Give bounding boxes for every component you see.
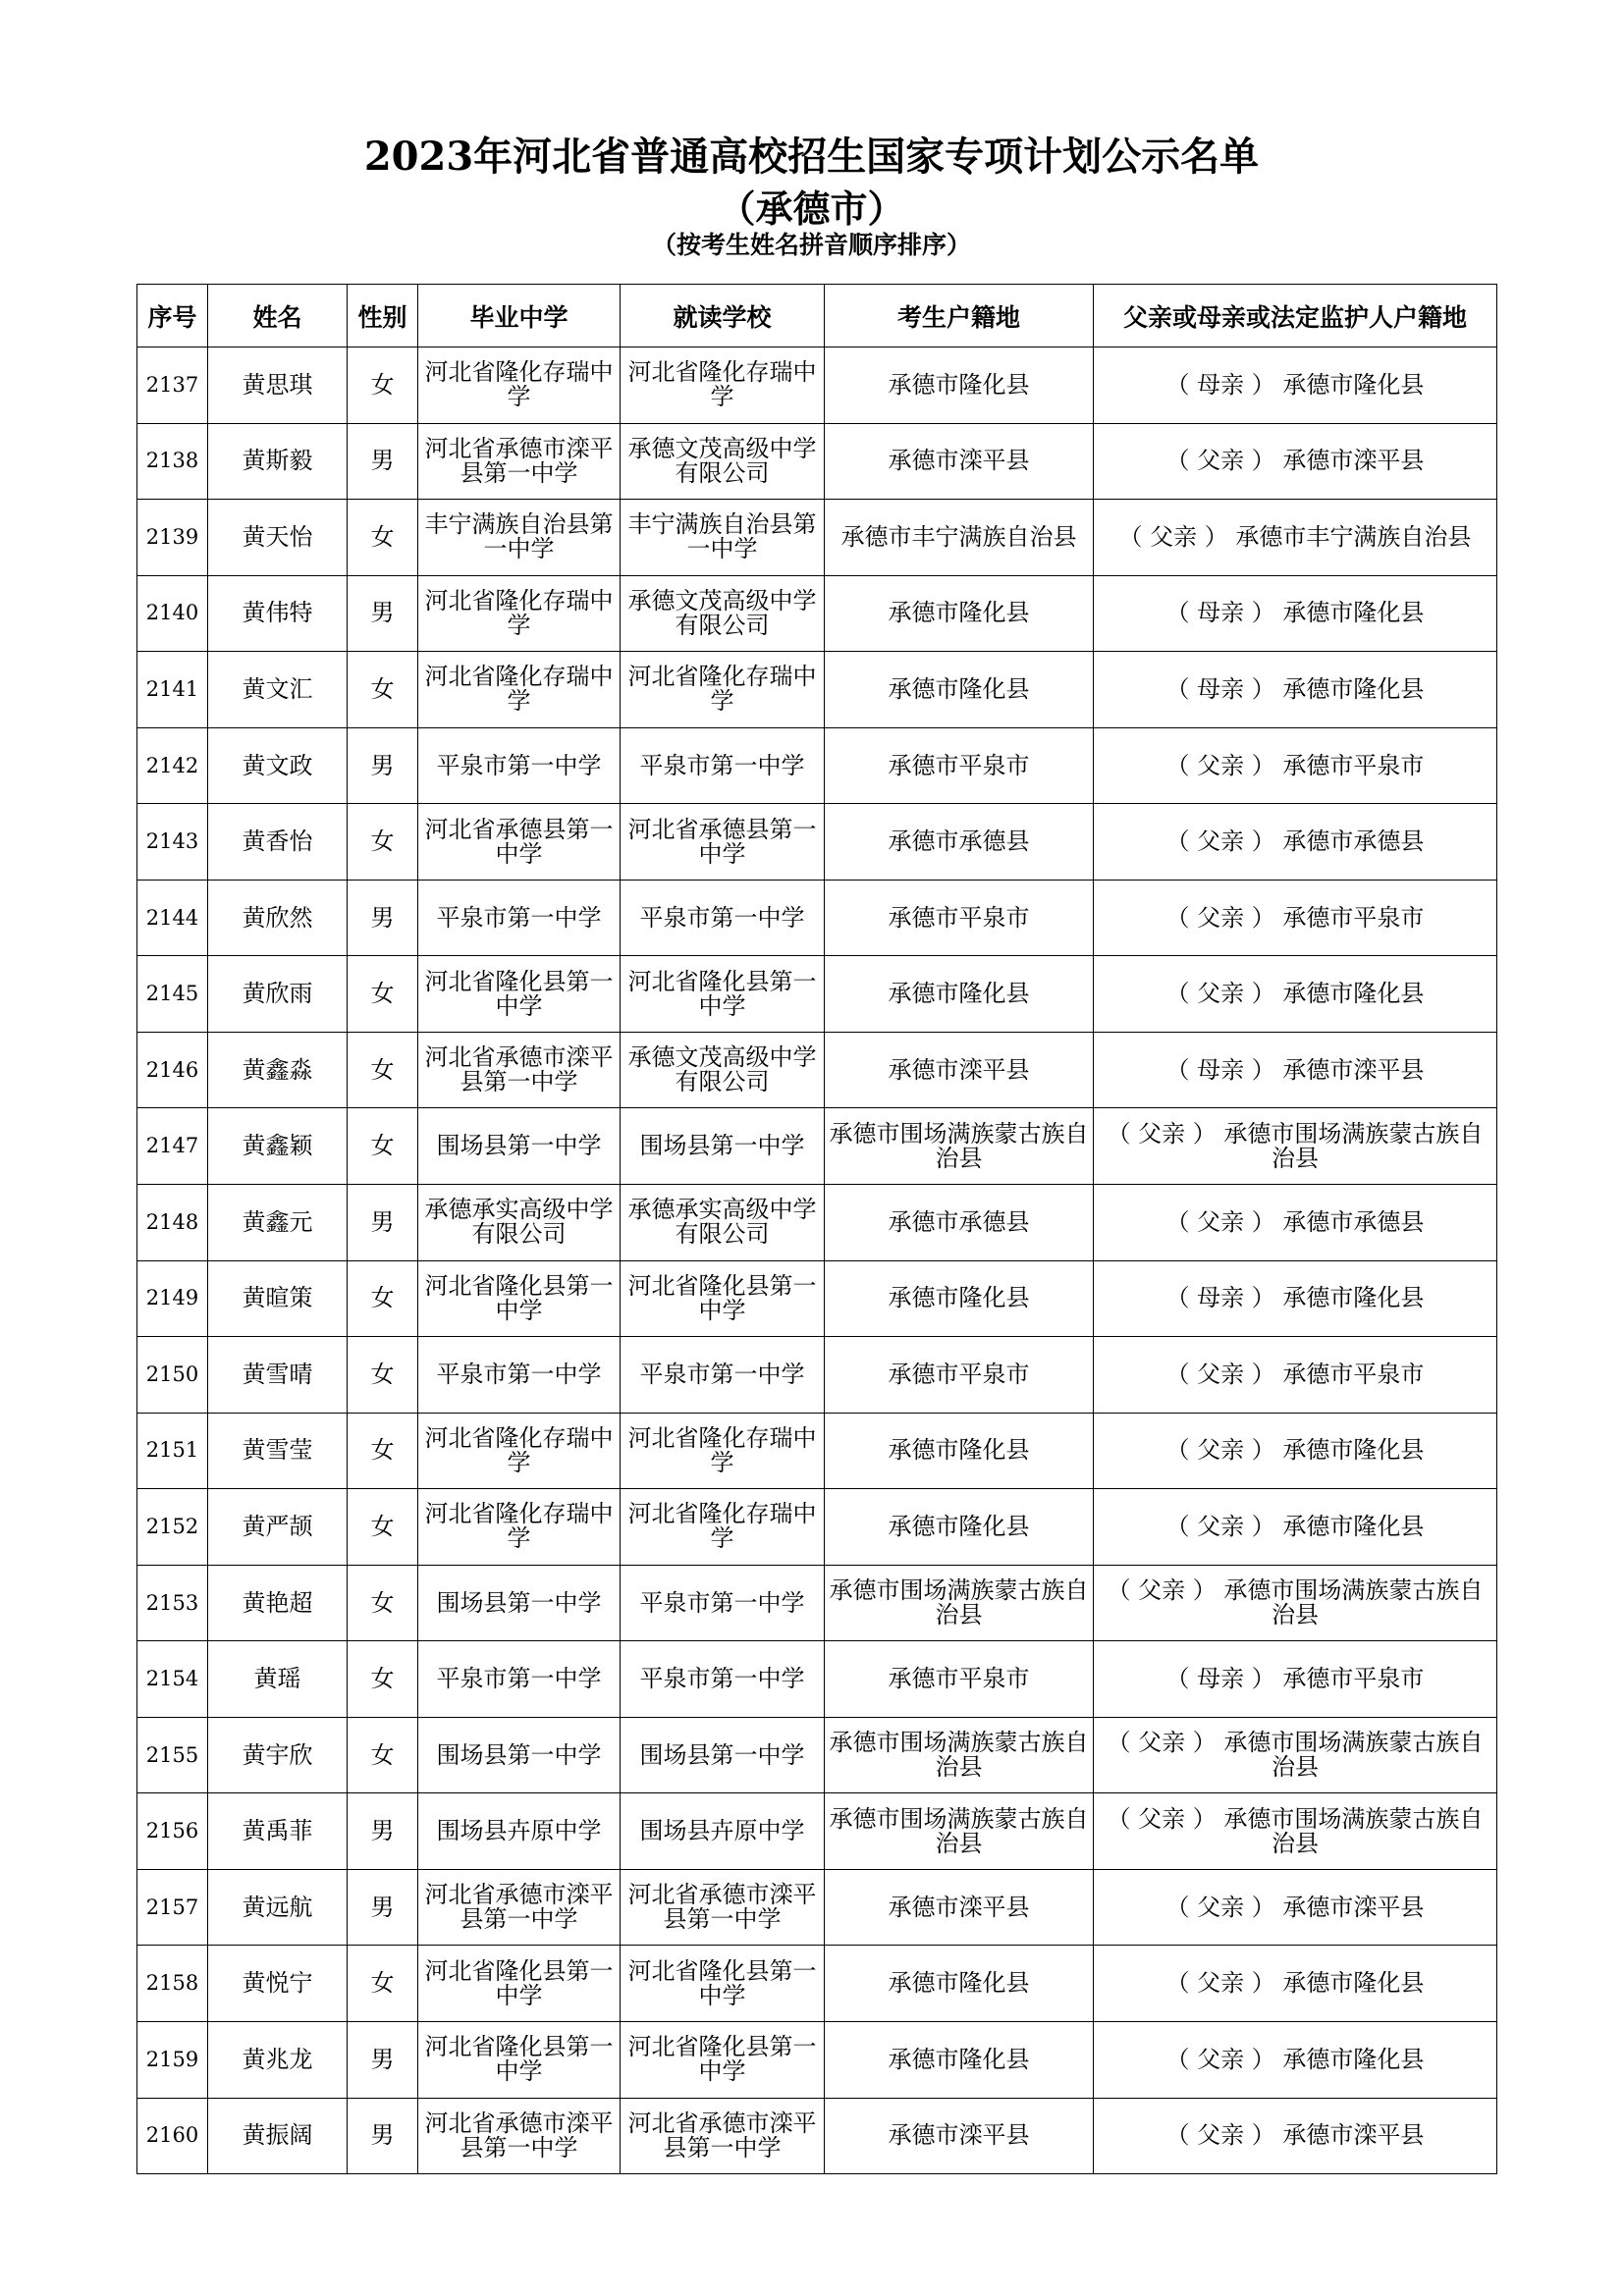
grad-school-cell: 河北省隆化县第一中学 <box>418 956 621 1033</box>
hukou-cell: 承德市隆化县 <box>825 575 1094 652</box>
grad-school-cell: 平泉市第一中学 <box>418 880 621 956</box>
name-cell: 黄斯毅 <box>208 423 348 500</box>
roster-table <box>136 284 1497 2174</box>
seq-cell: 2158 <box>137 1946 208 2022</box>
guardian-hukou-cell: （ 父亲 ） 承德市滦平县 <box>1094 423 1497 500</box>
gender-cell: 女 <box>348 1641 418 1718</box>
col-header-hukou: 考生户籍地 <box>825 285 1094 347</box>
hukou-cell: 承德市围场满族蒙古族自治县 <box>825 1108 1094 1185</box>
guardian-hukou-cell: （ 母亲 ） 承德市平泉市 <box>1094 1641 1497 1718</box>
guardian-hukou-cell: （ 母亲 ） 承德市隆化县 <box>1094 1260 1497 1337</box>
grad-school-cell: 围场县卉原中学 <box>418 1793 621 1870</box>
guardian-hukou-cell: （ 父亲 ） 承德市围场满族蒙古族自治县 <box>1094 1565 1497 1641</box>
hukou-cell: 承德市承德县 <box>825 804 1094 881</box>
name-cell: 黄严颉 <box>208 1489 348 1566</box>
gender-cell: 女 <box>348 1108 418 1185</box>
current-school-cell: 河北省隆化县第一中学 <box>621 1260 825 1337</box>
current-school-cell: 河北省隆化县第一中学 <box>621 1946 825 2022</box>
grad-school-cell: 河北省承德市滦平县第一中学 <box>418 423 621 500</box>
current-school-cell: 河北省隆化县第一中学 <box>621 2022 825 2099</box>
gender-cell: 男 <box>348 1793 418 1870</box>
current-school-cell: 平泉市第一中学 <box>621 1641 825 1718</box>
seq-cell: 2151 <box>137 1413 208 1489</box>
table-row <box>137 500 1497 576</box>
hukou-cell: 承德市隆化县 <box>825 1946 1094 2022</box>
name-cell: 黄艳超 <box>208 1565 348 1641</box>
table-row <box>137 1413 1497 1489</box>
current-school-cell: 河北省隆化存瑞中学 <box>621 652 825 728</box>
hukou-cell: 承德市隆化县 <box>825 2022 1094 2099</box>
guardian-hukou-cell: （ 母亲 ） 承德市滦平县 <box>1094 1032 1497 1108</box>
current-school-cell: 河北省承德市滦平县第一中学 <box>621 1869 825 1946</box>
seq-cell: 2154 <box>137 1641 208 1718</box>
grad-school-cell: 河北省隆化县第一中学 <box>418 1946 621 2022</box>
gender-cell: 女 <box>348 804 418 881</box>
grad-school-cell: 围场县第一中学 <box>418 1717 621 1793</box>
table-row <box>137 652 1497 728</box>
name-cell: 黄雪莹 <box>208 1413 348 1489</box>
name-cell: 黄瑶 <box>208 1641 348 1718</box>
table-row <box>137 1946 1497 2022</box>
table-row <box>137 1717 1497 1793</box>
hukou-cell: 承德市滦平县 <box>825 1869 1094 1946</box>
gender-cell: 女 <box>348 1565 418 1641</box>
name-cell: 黄文政 <box>208 727 348 804</box>
grad-school-cell: 河北省隆化县第一中学 <box>418 1260 621 1337</box>
guardian-hukou-cell: （ 父亲 ） 承德市滦平县 <box>1094 2098 1497 2174</box>
gender-cell: 男 <box>348 575 418 652</box>
name-cell: 黄伟特 <box>208 575 348 652</box>
seq-cell: 2141 <box>137 652 208 728</box>
guardian-hukou-cell: （ 父亲 ） 承德市平泉市 <box>1094 727 1497 804</box>
hukou-cell: 承德市滦平县 <box>825 1032 1094 1108</box>
seq-cell: 2152 <box>137 1489 208 1566</box>
seq-cell: 2144 <box>137 880 208 956</box>
hukou-cell: 承德市隆化县 <box>825 347 1094 424</box>
grad-school-cell: 平泉市第一中学 <box>418 727 621 804</box>
guardian-hukou-cell: （ 父亲 ） 承德市围场满族蒙古族自治县 <box>1094 1793 1497 1870</box>
name-cell: 黄欣雨 <box>208 956 348 1033</box>
col-header-guardian-hukou: 父亲或母亲或法定监护人户籍地 <box>1094 285 1497 347</box>
table-row <box>137 1185 1497 1261</box>
col-header-seq: 序号 <box>137 285 208 347</box>
hukou-cell: 承德市平泉市 <box>825 880 1094 956</box>
seq-cell: 2160 <box>137 2098 208 2174</box>
current-school-cell: 承德文茂高级中学有限公司 <box>621 423 825 500</box>
grad-school-cell: 河北省隆化存瑞中学 <box>418 652 621 728</box>
name-cell: 黄宇欣 <box>208 1717 348 1793</box>
grad-school-cell: 河北省承德市滦平县第一中学 <box>418 2098 621 2174</box>
current-school-cell: 河北省隆化县第一中学 <box>621 956 825 1033</box>
guardian-hukou-cell: （ 父亲 ） 承德市平泉市 <box>1094 880 1497 956</box>
current-school-cell: 围场县卉原中学 <box>621 1793 825 1870</box>
gender-cell: 女 <box>348 1946 418 2022</box>
guardian-hukou-cell: （ 父亲 ） 承德市围场满族蒙古族自治县 <box>1094 1717 1497 1793</box>
table-row <box>137 1869 1497 1946</box>
gender-cell: 女 <box>348 1413 418 1489</box>
current-school-cell: 河北省隆化存瑞中学 <box>621 1489 825 1566</box>
table-row <box>137 956 1497 1033</box>
table-row <box>137 1260 1497 1337</box>
current-school-cell: 河北省承德市滦平县第一中学 <box>621 2098 825 2174</box>
name-cell: 黄文汇 <box>208 652 348 728</box>
guardian-hukou-cell: （ 母亲 ） 承德市隆化县 <box>1094 575 1497 652</box>
table-row <box>137 423 1497 500</box>
hukou-cell: 承德市承德县 <box>825 1185 1094 1261</box>
name-cell: 黄振阔 <box>208 2098 348 2174</box>
grad-school-cell: 河北省承德县第一中学 <box>418 804 621 881</box>
guardian-hukou-cell: （ 父亲 ） 承德市承德县 <box>1094 804 1497 881</box>
guardian-hukou-cell: （ 父亲 ） 承德市围场满族蒙古族自治县 <box>1094 1108 1497 1185</box>
name-cell: 黄禹菲 <box>208 1793 348 1870</box>
hukou-cell: 承德市隆化县 <box>825 652 1094 728</box>
gender-cell: 男 <box>348 1869 418 1946</box>
grad-school-cell: 河北省隆化存瑞中学 <box>418 347 621 424</box>
table-row <box>137 1108 1497 1185</box>
table-row <box>137 1565 1497 1641</box>
hukou-cell: 承德市平泉市 <box>825 1337 1094 1414</box>
seq-cell: 2155 <box>137 1717 208 1793</box>
name-cell: 黄香怡 <box>208 804 348 881</box>
current-school-cell: 平泉市第一中学 <box>621 1337 825 1414</box>
seq-cell: 2143 <box>137 804 208 881</box>
page-title: 2023年河北省普通高校招生国家专项计划公示名单 <box>363 133 1260 180</box>
grad-school-cell: 丰宁满族自治县第一中学 <box>418 500 621 576</box>
gender-cell: 女 <box>348 1489 418 1566</box>
hukou-cell: 承德市围场满族蒙古族自治县 <box>825 1565 1094 1641</box>
hukou-cell: 承德市围场满族蒙古族自治县 <box>825 1717 1094 1793</box>
col-header-gender: 性别 <box>348 285 418 347</box>
name-cell: 黄天怡 <box>208 500 348 576</box>
current-school-cell: 平泉市第一中学 <box>621 727 825 804</box>
table-row <box>137 1337 1497 1414</box>
seq-cell: 2137 <box>137 347 208 424</box>
grad-school-cell: 围场县第一中学 <box>418 1108 621 1185</box>
hukou-cell: 承德市隆化县 <box>825 1260 1094 1337</box>
hukou-cell: 承德市丰宁满族自治县 <box>825 500 1094 576</box>
guardian-hukou-cell: （ 父亲 ） 承德市平泉市 <box>1094 1337 1497 1414</box>
table-body <box>137 347 1497 2174</box>
col-header-current-school: 就读学校 <box>621 285 825 347</box>
page-subtitle-city: （承德市） <box>718 187 905 231</box>
name-cell: 黄鑫淼 <box>208 1032 348 1108</box>
grad-school-cell: 河北省承德市滦平县第一中学 <box>418 1032 621 1108</box>
name-cell: 黄悦宁 <box>208 1946 348 2022</box>
grad-school-cell: 承德承实高级中学有限公司 <box>418 1185 621 1261</box>
gender-cell: 男 <box>348 727 418 804</box>
grad-school-cell: 河北省隆化县第一中学 <box>418 2022 621 2099</box>
gender-cell: 男 <box>348 1185 418 1261</box>
table-row <box>137 2022 1497 2099</box>
name-cell: 黄兆龙 <box>208 2022 348 2099</box>
sort-note: （按考生姓名拼音顺序排序） <box>651 231 971 259</box>
seq-cell: 2159 <box>137 2022 208 2099</box>
hukou-cell: 承德市隆化县 <box>825 1489 1094 1566</box>
current-school-cell: 河北省承德县第一中学 <box>621 804 825 881</box>
table-row <box>137 804 1497 881</box>
grad-school-cell: 河北省隆化存瑞中学 <box>418 1489 621 1566</box>
guardian-hukou-cell: （ 父亲 ） 承德市隆化县 <box>1094 1946 1497 2022</box>
guardian-hukou-cell: （ 父亲 ） 承德市隆化县 <box>1094 1413 1497 1489</box>
hukou-cell: 承德市平泉市 <box>825 727 1094 804</box>
gender-cell: 女 <box>348 1260 418 1337</box>
hukou-cell: 承德市隆化县 <box>825 956 1094 1033</box>
table-row <box>137 1793 1497 1870</box>
gender-cell: 女 <box>348 1717 418 1793</box>
name-cell: 黄远航 <box>208 1869 348 1946</box>
guardian-hukou-cell: （ 父亲 ） 承德市丰宁满族自治县 <box>1094 500 1497 576</box>
current-school-cell: 河北省隆化存瑞中学 <box>621 1413 825 1489</box>
current-school-cell: 承德文茂高级中学有限公司 <box>621 1032 825 1108</box>
table-row <box>137 880 1497 956</box>
seq-cell: 2145 <box>137 956 208 1033</box>
grad-school-cell: 河北省承德市滦平县第一中学 <box>418 1869 621 1946</box>
hukou-cell: 承德市围场满族蒙古族自治县 <box>825 1793 1094 1870</box>
current-school-cell: 承德承实高级中学有限公司 <box>621 1185 825 1261</box>
seq-cell: 2156 <box>137 1793 208 1870</box>
seq-cell: 2157 <box>137 1869 208 1946</box>
guardian-hukou-cell: （ 父亲 ） 承德市滦平县 <box>1094 1869 1497 1946</box>
current-school-cell: 围场县第一中学 <box>621 1108 825 1185</box>
seq-cell: 2139 <box>137 500 208 576</box>
col-header-name: 姓名 <box>208 285 348 347</box>
gender-cell: 女 <box>348 1032 418 1108</box>
current-school-cell: 平泉市第一中学 <box>621 880 825 956</box>
current-school-cell: 围场县第一中学 <box>621 1717 825 1793</box>
hukou-cell: 承德市滦平县 <box>825 2098 1094 2174</box>
gender-cell: 男 <box>348 2098 418 2174</box>
grad-school-cell: 平泉市第一中学 <box>418 1641 621 1718</box>
grad-school-cell: 河北省隆化存瑞中学 <box>418 1413 621 1489</box>
guardian-hukou-cell: （ 父亲 ） 承德市隆化县 <box>1094 1489 1497 1566</box>
seq-cell: 2140 <box>137 575 208 652</box>
gender-cell: 女 <box>348 347 418 424</box>
name-cell: 黄暄策 <box>208 1260 348 1337</box>
grad-school-cell: 平泉市第一中学 <box>418 1337 621 1414</box>
gender-cell: 女 <box>348 956 418 1033</box>
guardian-hukou-cell: （ 父亲 ） 承德市隆化县 <box>1094 2022 1497 2099</box>
hukou-cell: 承德市平泉市 <box>825 1641 1094 1718</box>
guardian-hukou-cell: （ 父亲 ） 承德市隆化县 <box>1094 956 1497 1033</box>
seq-cell: 2147 <box>137 1108 208 1185</box>
table-header-row <box>137 285 1497 347</box>
table-row <box>137 347 1497 424</box>
name-cell: 黄雪晴 <box>208 1337 348 1414</box>
guardian-hukou-cell: （ 母亲 ） 承德市隆化县 <box>1094 652 1497 728</box>
seq-cell: 2142 <box>137 727 208 804</box>
name-cell: 黄思琪 <box>208 347 348 424</box>
table-row <box>137 2098 1497 2174</box>
gender-cell: 女 <box>348 652 418 728</box>
name-cell: 黄鑫颖 <box>208 1108 348 1185</box>
guardian-hukou-cell: （ 父亲 ） 承德市承德县 <box>1094 1185 1497 1261</box>
gender-cell: 男 <box>348 423 418 500</box>
gender-cell: 女 <box>348 1337 418 1414</box>
table-row <box>137 1489 1497 1566</box>
seq-cell: 2149 <box>137 1260 208 1337</box>
seq-cell: 2150 <box>137 1337 208 1414</box>
hukou-cell: 承德市隆化县 <box>825 1413 1094 1489</box>
col-header-grad-school: 毕业中学 <box>418 285 621 347</box>
table-row <box>137 1032 1497 1108</box>
table-row <box>137 1641 1497 1718</box>
current-school-cell: 承德文茂高级中学有限公司 <box>621 575 825 652</box>
gender-cell: 男 <box>348 880 418 956</box>
grad-school-cell: 河北省隆化存瑞中学 <box>418 575 621 652</box>
seq-cell: 2138 <box>137 423 208 500</box>
seq-cell: 2148 <box>137 1185 208 1261</box>
seq-cell: 2153 <box>137 1565 208 1641</box>
name-cell: 黄欣然 <box>208 880 348 956</box>
current-school-cell: 丰宁满族自治县第一中学 <box>621 500 825 576</box>
current-school-cell: 平泉市第一中学 <box>621 1565 825 1641</box>
table-row <box>137 727 1497 804</box>
grad-school-cell: 围场县第一中学 <box>418 1565 621 1641</box>
gender-cell: 男 <box>348 2022 418 2099</box>
seq-cell: 2146 <box>137 1032 208 1108</box>
current-school-cell: 河北省隆化存瑞中学 <box>621 347 825 424</box>
hukou-cell: 承德市滦平县 <box>825 423 1094 500</box>
table-row <box>137 575 1497 652</box>
name-cell: 黄鑫元 <box>208 1185 348 1261</box>
gender-cell: 女 <box>348 500 418 576</box>
guardian-hukou-cell: （ 母亲 ） 承德市隆化县 <box>1094 347 1497 424</box>
